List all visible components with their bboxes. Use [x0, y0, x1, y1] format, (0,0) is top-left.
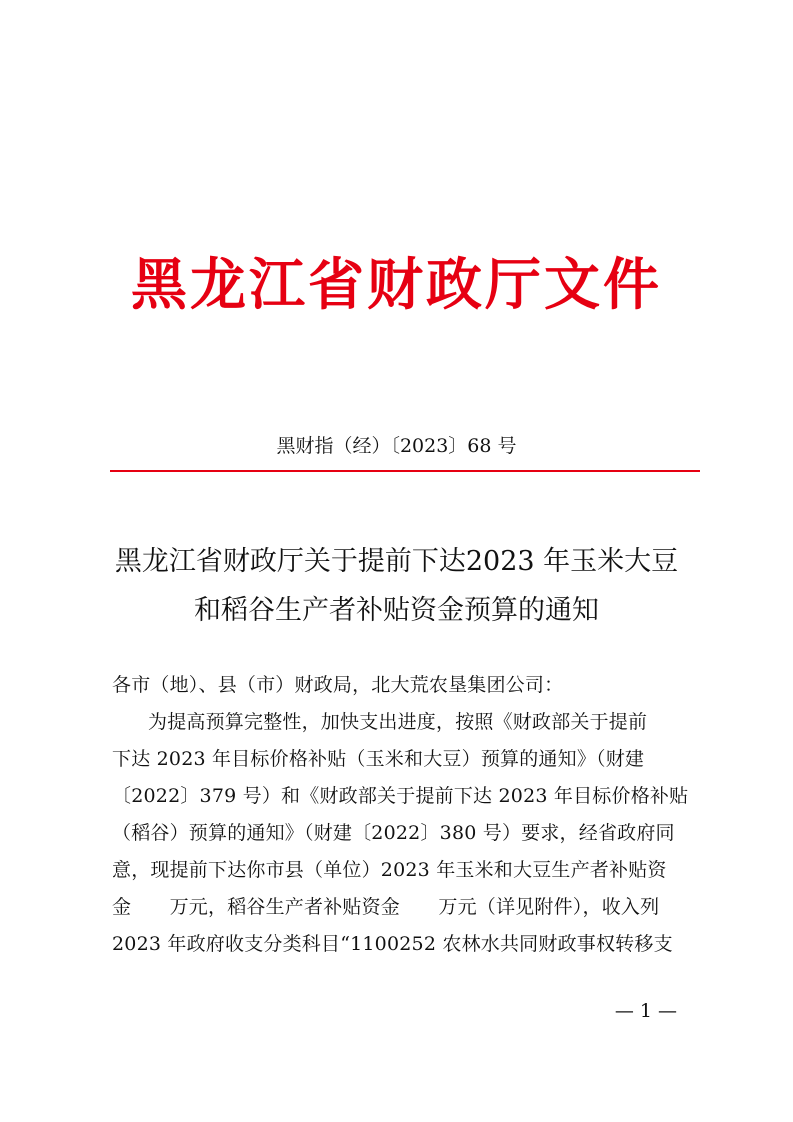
salutation: 各市（地）、县（市）财政局，北大荒农垦集团公司：	[112, 674, 564, 696]
body-text-line: （稻谷）预算的通知》（财建〔2022〕380 号）要求，经省政府同	[112, 822, 675, 844]
agency-title: 黑龙江省财政厅文件	[131, 253, 662, 318]
body-text-line: 〔2022〕379 号）和《财政部关于提前下达 2023 年目标价格补贴	[112, 785, 689, 807]
document-title-line-1: 黑龙江省财政厅关于提前下达2023 年玉米大豆	[114, 546, 679, 577]
body-text-line: 金 万元，稻谷生产者补贴资金 万元（详见附件），收入列	[112, 896, 660, 918]
document-title-line-2: 和稻谷生产者补贴资金预算的通知	[194, 595, 599, 626]
document-number: 黑财指（经）〔2023〕68 号	[276, 435, 517, 457]
body-text-line: 意，现提前下达你市县（单位）2023 年玉米和大豆生产者补贴资	[112, 859, 667, 881]
page-number: — 1 —	[614, 1000, 677, 1022]
body-text-line: 下达 2023 年目标价格补贴（玉米和大豆）预算的通知》（财建	[112, 748, 645, 770]
body-text-line: 2023 年政府收支分类科目“1100252 农林水共同财政事权转移支	[112, 933, 673, 955]
red-divider	[110, 470, 700, 472]
body-text-line: 为提高预算完整性，加快支出进度，按照《财政部关于提前	[148, 711, 648, 733]
